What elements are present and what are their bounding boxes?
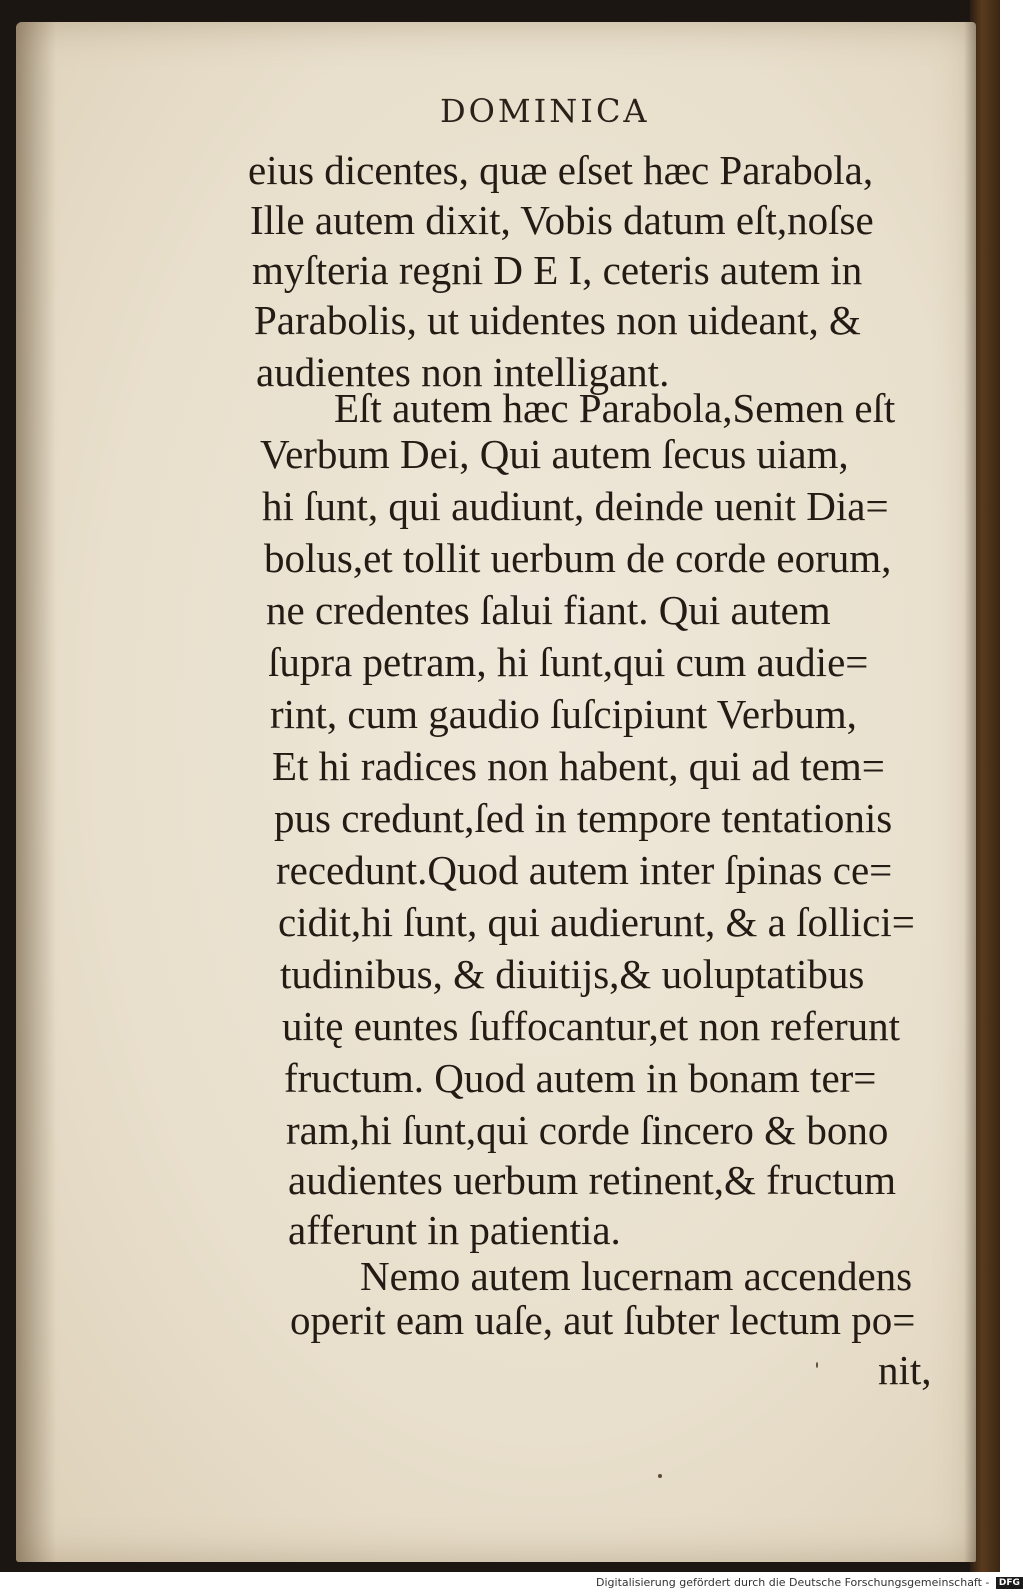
text-line: Nemo autem lucernam accendens <box>360 1253 913 1299</box>
dfg-logo: DFG <box>996 1577 1023 1589</box>
paper-speck <box>816 1362 818 1368</box>
page-gutter-shadow <box>16 22 56 1562</box>
text-line: recedunt.Quod autem inter ſpinas ce= <box>276 847 893 893</box>
text-line: eius dicentes, quæ eſset hæc Parabola, <box>248 147 874 193</box>
text-line: Eſt autem hæc Parabola,Semen eſt <box>334 385 896 431</box>
text-line: nit, <box>878 1347 932 1393</box>
text-line: ram,hi ſunt,qui corde ſincero & bono <box>286 1107 889 1153</box>
text-line: audientes non intelligant. <box>256 349 670 395</box>
text-line: Et hi radices non habent, qui ad tem= <box>272 743 885 789</box>
text-line: bolus,et tollit uerbum de corde eorum, <box>264 535 892 581</box>
text-line: pus credunt,ſed in tempore tentationis <box>274 795 893 841</box>
text-line: ſupra petram, hi ſunt,qui cum audie= <box>268 639 869 685</box>
digitization-credit <box>596 1576 1023 1589</box>
text-line: operit eam uaſe, aut ſubter lectum po= <box>290 1297 916 1343</box>
running-head: DOMINICA <box>440 92 650 130</box>
text-line: audientes uerbum retinent,& fructum <box>288 1157 896 1203</box>
text-line: tudinibus, & diuitijs,& uoluptatibus <box>280 951 865 997</box>
page-edge-shadow <box>964 22 976 1562</box>
text-line: Verbum Dei, Qui autem ſecus uiam, <box>260 431 849 477</box>
text-line: Ille autem dixit, Vobis datum eſt,noſse <box>250 197 874 243</box>
text-line: rint, cum gaudio ſuſcipiunt Verbum, <box>270 691 857 737</box>
text-line: ne credentes ſalui fiant. Qui autem <box>266 587 831 633</box>
text-line: Parabolis, ut uidentes non uideant, & <box>254 297 861 343</box>
text-line: myſteria regni D E I, ceteris autem in <box>252 247 863 293</box>
credit-text: Digitalisierung gefördert durch die Deutsche Forschungsgemeinschaft - <box>596 1576 990 1589</box>
text-line: cidit,hi ſunt, qui audierunt, & a ſollici= <box>278 899 915 945</box>
text-line: afferunt in patientia. <box>288 1207 621 1253</box>
text-line: fructum. Quod autem in bonam ter= <box>284 1055 877 1101</box>
paper-speck <box>658 1474 662 1478</box>
text-line: hi ſunt, qui audiunt, deinde uenit Dia= <box>262 483 889 529</box>
text-line: uitę euntes ſuffocantur,et non referunt <box>282 1003 901 1049</box>
